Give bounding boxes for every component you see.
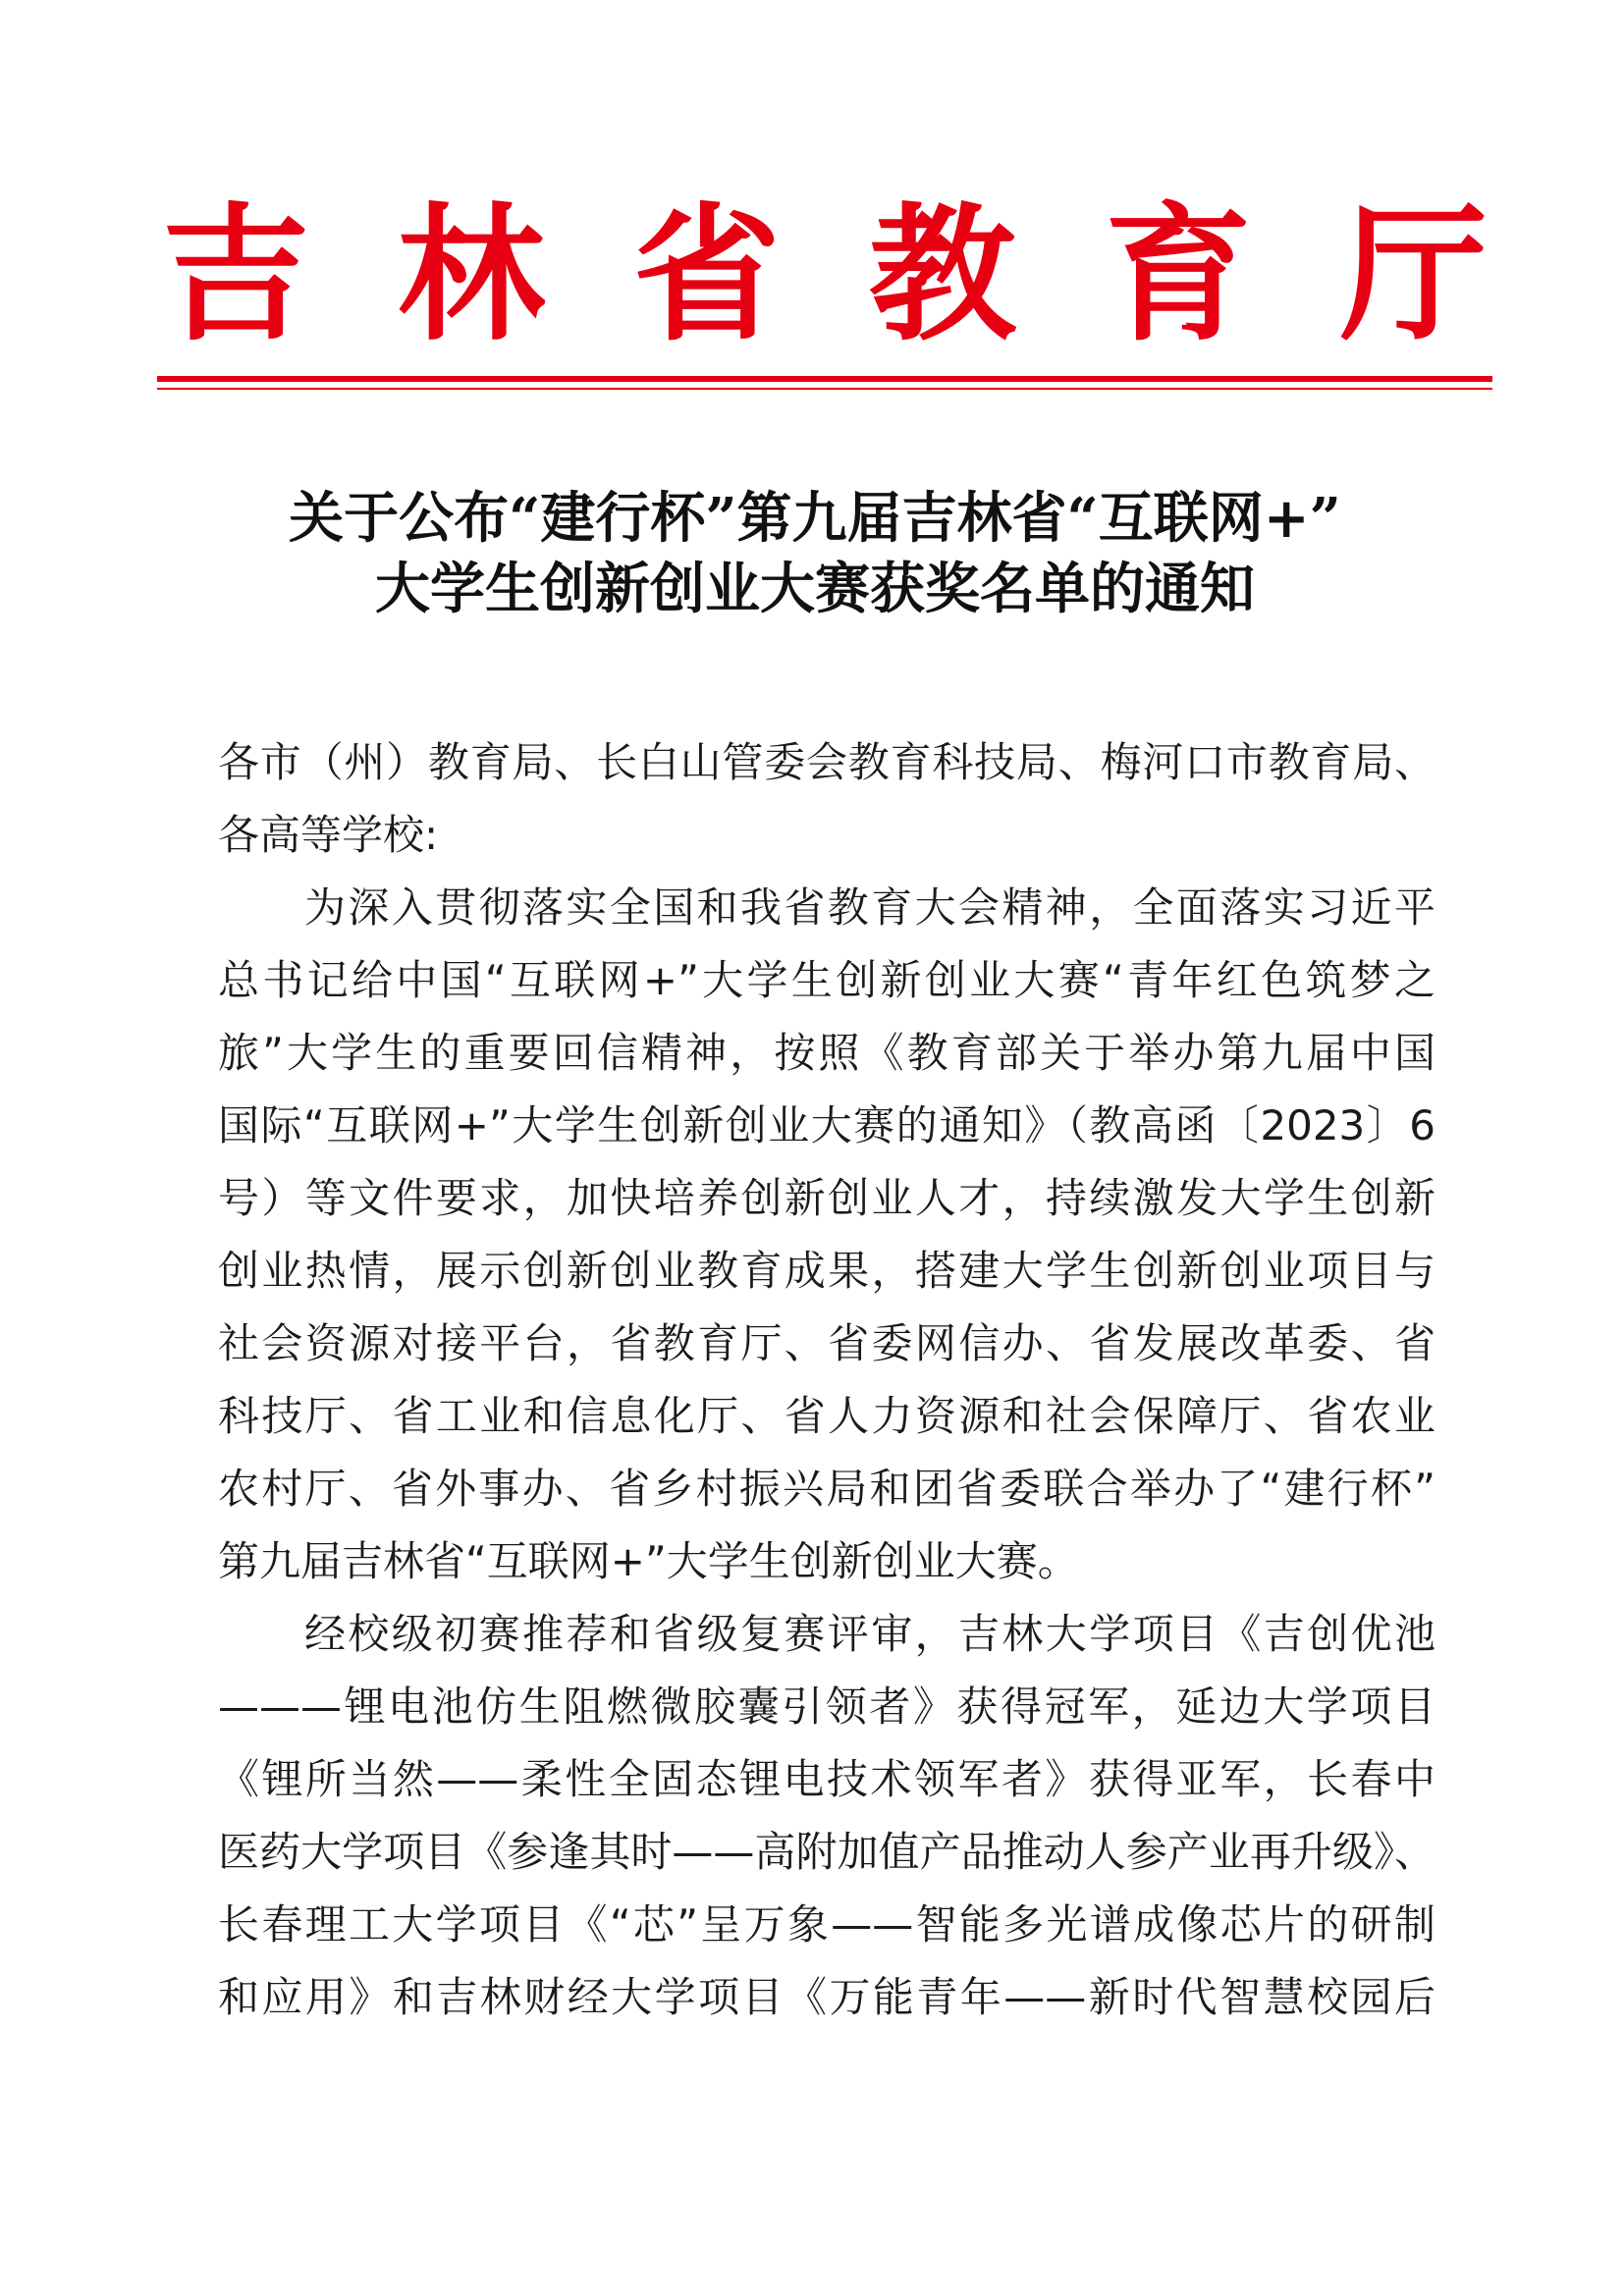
paragraph-line: 农村厅、省外事办、省乡村振兴局和团省委联合举办了“建行杯” [218,1465,1435,1513]
salutation-line: 各高等学校: [218,811,439,859]
masthead-char: 省 [632,188,781,361]
paragraph-line: 号）等文件要求，加快培养创新创业人才，持续激发大学生创新 [218,1174,1435,1222]
document-title-line: 关于公布“建行杯”第九届吉林省“互联网+” [289,486,1341,551]
masthead-char: 厅 [1339,188,1488,361]
paragraph-line: 旅”大学生的重要回信精神，按照《教育部关于举办第九届中国 [218,1029,1435,1077]
masthead-rule-thick [157,376,1492,382]
paragraph-line: 《锂所当然——柔性全固态锂电技术领军者》获得亚军，长春中 [218,1755,1435,1803]
document-body [218,726,1435,2034]
masthead-char: 吉 [161,188,309,361]
salutation-line: 各市（州）教育局、长白山管委会教育科技局、梅河口市教育局、 [218,738,1435,786]
masthead-char: 教 [868,188,1016,361]
paragraph-line: 医药大学项目《参逢其时——高附加值产品推动人参产业再升级》、 [218,1828,1435,1876]
paragraph-line: 第九届吉林省“互联网+”大学生创新创业大赛。 [218,1537,1079,1585]
paragraph-line: 长春理工大学项目《“芯”呈万象——智能多光谱成像芯片的研制 [218,1900,1435,1949]
paragraph-line: 国际“互联网+”大学生创新创业大赛的通知》（教高函〔2023〕6 [218,1101,1435,1149]
paragraph-line: 和应用》和吉林财经大学项目《万能青年——新时代智慧校园后 [218,1973,1435,2021]
paragraph-line: 科技厅、省工业和信息化厅、省人力资源和社会保障厅、省农业 [218,1392,1435,1440]
masthead [157,188,1492,361]
masthead-char: 育 [1104,188,1252,361]
document-title [157,483,1473,624]
paragraph-line: 经校级初赛推荐和省级复赛评审，吉林大学项目《吉创优池 [304,1610,1435,1658]
paragraph-line: ———锂电池仿生阻燃微胶囊引领者》获得冠军，延边大学项目 [218,1682,1435,1731]
masthead-char: 林 [397,188,545,361]
paragraph-line: 为深入贯彻落实全国和我省教育大会精神，全面落实习近平 [304,883,1435,932]
paragraph-line: 社会资源对接平台，省教育厅、省委网信办、省发展改革委、省 [218,1319,1435,1367]
document-title-line: 大学生创新创业大赛获奖名单的通知 [375,557,1255,621]
masthead-rule-thin [157,388,1492,390]
paragraph-line: 创业热情，展示创新创业教育成果，搭建大学生创新创业项目与 [218,1247,1435,1295]
paragraph-line: 总书记给中国“互联网+”大学生创新创业大赛“青年红色筑梦之 [218,956,1435,1004]
